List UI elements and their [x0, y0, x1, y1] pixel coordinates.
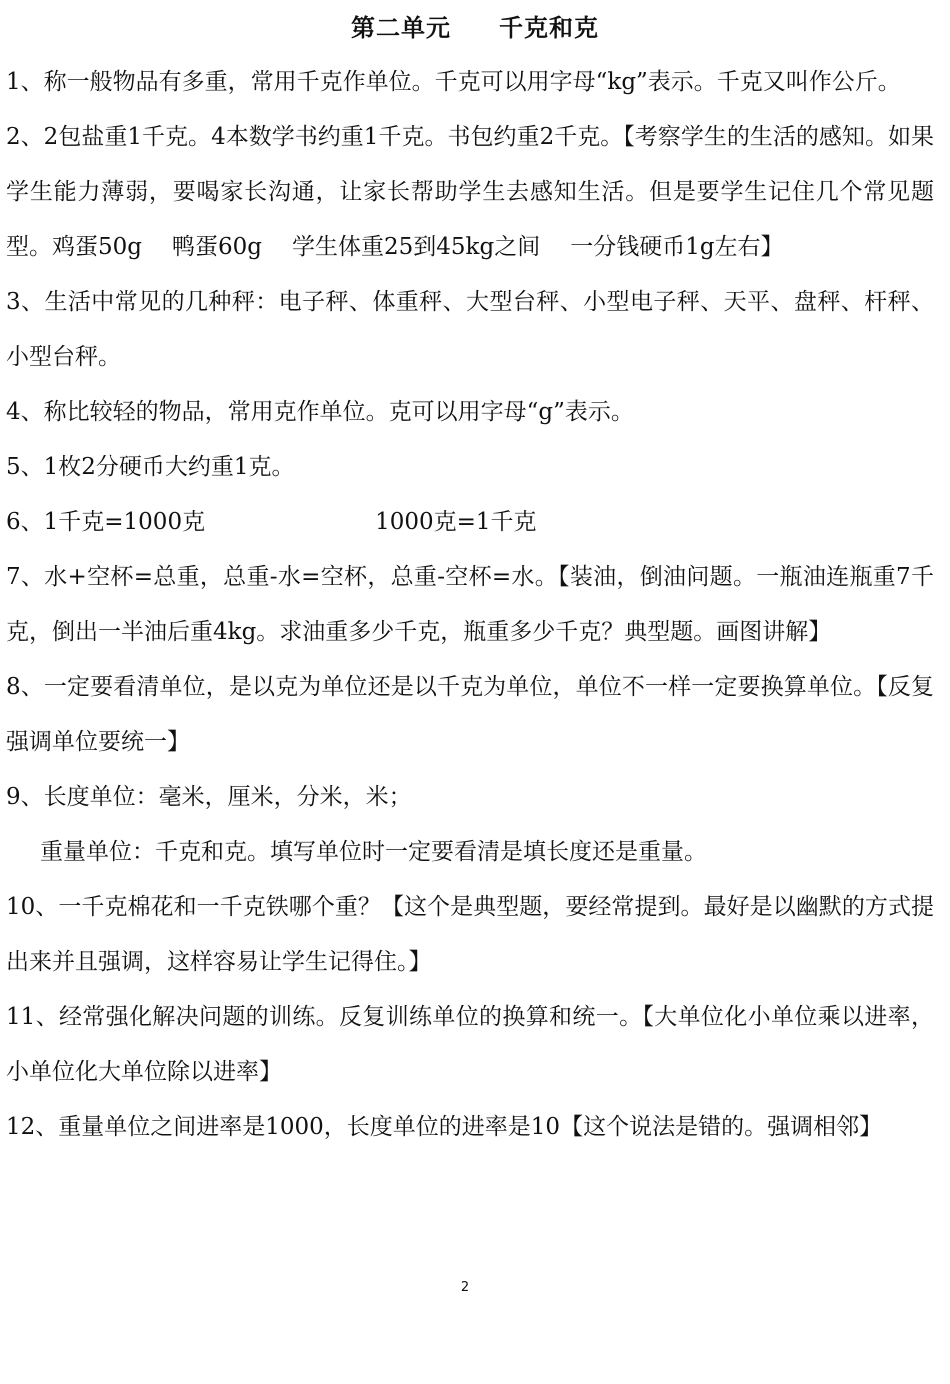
note-item-8: 8、一定要看清单位，是以克为单位还是以千克为单位，单位不一样一定要换算单位。【反复强调单位要统一】: [6, 674, 934, 755]
note-item-9: 9、长度单位：毫米，厘米，分米，米；: [6, 784, 412, 810]
note-item-11: 11、经常强化解决问题的训练。反复训练单位的换算和统一。【大单位化小单位乘以进率，小单位化大单位除以进率】: [6, 1004, 934, 1085]
note-item-1: 1、称一般物品有多重，常用千克作单位。千克可以用字母“kg”表示。千克又叫作公斤。: [6, 69, 901, 95]
note-item-9-continued: 重量单位：千克和克。填写单位时一定要看清是填长度还是重量。: [40, 839, 707, 865]
unit-title-part2: 千克和克: [499, 14, 599, 42]
note-item-4: 4、称比较轻的物品，常用克作单位。克可以用字母“g”表示。: [6, 399, 634, 425]
unit-title-part1: 第二单元: [351, 14, 451, 42]
note-item-6-left: 6、1千克=1000克: [6, 509, 206, 535]
note-item-3: 3、生活中常见的几种秤：电子秤、体重秤、大型台秤、小型电子秤、天平、盘秤、杆秤、小型台秤。: [6, 289, 934, 370]
note-item-6-right: 1000克=1千克: [375, 509, 537, 535]
note-item-6: [6, 495, 934, 550]
page-number: 2: [460, 1280, 470, 1295]
note-item-2-duck-egg: 鸭蛋60g: [172, 234, 262, 260]
note-item-2-coin: 一分钱硬币1g左右】: [570, 234, 784, 260]
note-item-5: 5、1枚2分硬币大约重1克。: [6, 454, 295, 480]
note-item-2-text: 2、2包盐重1千克。4本数学书约重1千克。书包约重2千克。【考察学生的生活的感知。如果学生能力薄弱，要喝家长沟通，让家长帮助学生去感知生活。但是要学生记住几个常见题型。鸡蛋50g: [6, 124, 934, 260]
notes-body: [6, 55, 934, 1155]
note-item-2: [6, 110, 934, 275]
note-item-2-student-weight: 学生体重25到45kg之间: [292, 234, 541, 260]
unit-title: [0, 10, 950, 46]
note-item-10: 10、一千克棉花和一千克铁哪个重？【这个是典型题，要经常提到。最好是以幽默的方式提出来并且强调，这样容易让学生记得住。】: [6, 894, 934, 975]
note-item-7: 7、水+空杯=总重，总重-水=空杯，总重-空杯=水。【装油，倒油问题。一瓶油连瓶重7千克，倒出一半油后重4kg。求油重多少千克，瓶重多少千克？典型题。画图讲解】: [6, 564, 934, 645]
note-item-12: 12、重量单位之间进率是1000，长度单位的进率是10【这个说法是错的。强调相邻】: [6, 1114, 883, 1140]
